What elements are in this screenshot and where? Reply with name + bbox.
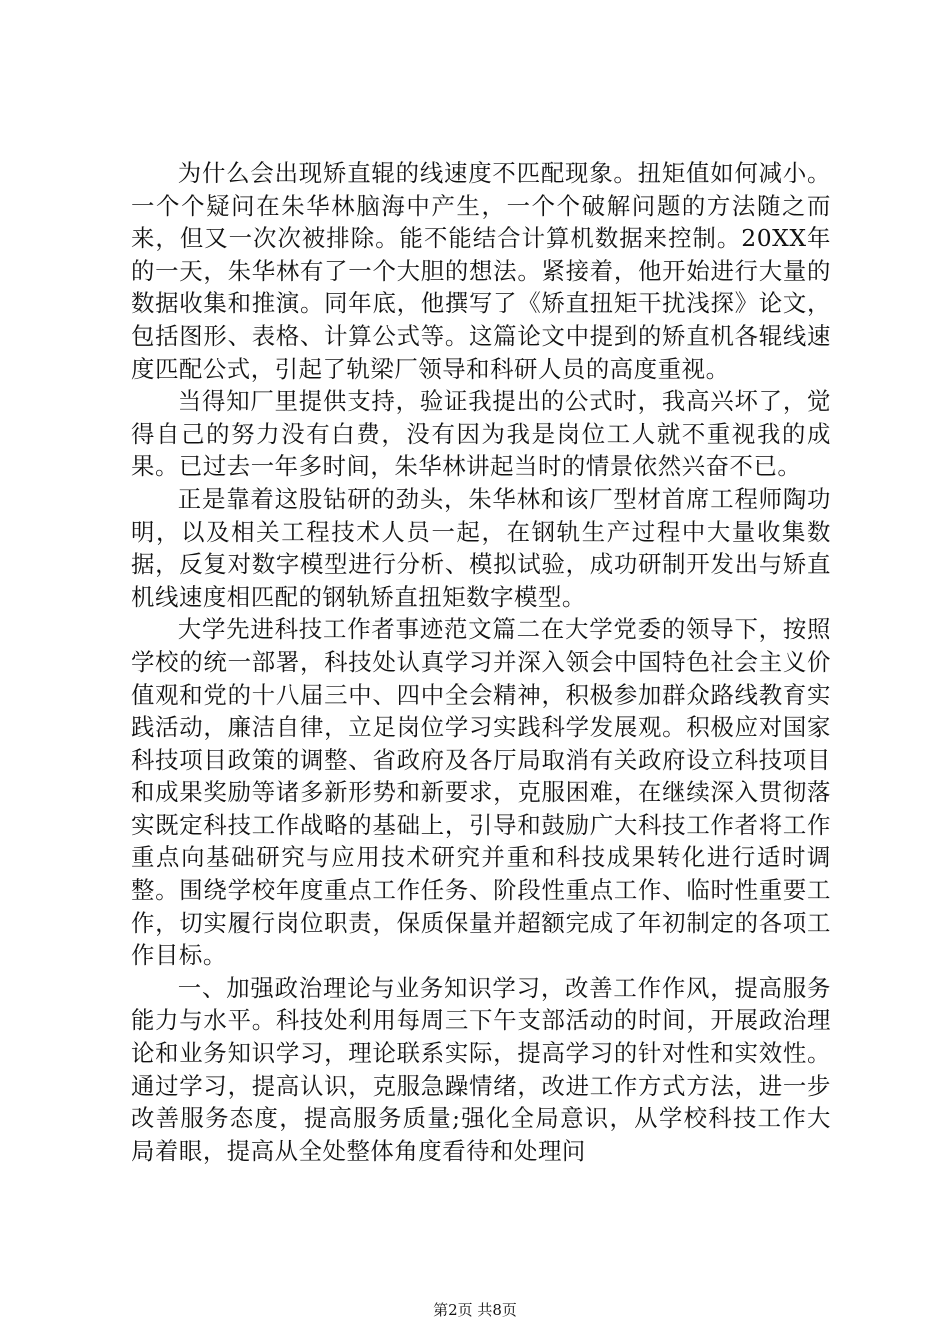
paragraph-3: 正是靠着这股钻研的劲头，朱华林和该厂型材首席工程师陶功明，以及相关工程技术人员一起，在钢轨生产过程中大量收集数据，反复对数字模型进行分析、模拟试验，成功研制开发出与矫直机线速度相匹配的钢轨矫直扭矩数字模型。	[131, 484, 831, 611]
paragraph-5: 一、加强政治理论与业务知识学习，改善工作作风，提高服务能力与水平。科技处利用每周三下午支部活动的时间，开展政治理论和业务知识学习，理论联系实际，提高学习的针对性和实效性。通过学习，提高认识，克服急躁情绪，改进工作方式方法，进一步改善服务态度，提高服务质量;强化全局意识，从学校科技工作大局着眼，提高从全处整体角度看待和处理问	[131, 973, 831, 1165]
page-number-footer: 第2页 共8页	[433, 1301, 517, 1319]
document-body	[131, 157, 831, 1167]
paragraph-1: 为什么会出现矫直辊的线速度不匹配现象。扭矩值如何减小。一个个疑问在朱华林脑海中产生，一个个破解问题的方法随之而来，但又一次次被排除。能不能结合计算机数据来控制。20XX年的一天，朱华林有了一个大胆的想法。紧接着，他开始进行大量的数据收集和推演。同年底，他撰写了《矫直扭矩干扰浅探》论文，包括图形、表格、计算公式等。这篇论文中提到的矫直机各辊线速度匹配公式，引起了轨梁厂领导和科研人员的高度重视。	[131, 159, 831, 383]
paragraph-2: 当得知厂里提供支持，验证我提出的公式时，我高兴坏了，觉得自己的努力没有白费，没有因为我是岗位工人就不重视我的成果。已过去一年多时间，朱华林讲起当时的情景依然兴奋不已。	[131, 387, 831, 481]
paragraph-4: 大学先进科技工作者事迹范文篇二在大学党委的领导下，按照学校的统一部署，科技处认真学习并深入领会中国特色社会主义价值观和党的十八届三中、四中全会精神，积极参加群众路线教育实践活动，廉洁自律，立足岗位学习实践科学发展观。积极应对国家科技项目政策的调整、省政府及各厅局取消有关政府设立科技项目和成果奖励等诸多新形势和新要求，克服困难，在继续深入贯彻落实既定科技工作战略的基础上，引导和鼓励广大科技工作者将工作重点向基础研究与应用技术研究并重和科技成果转化进行适时调整。围绕学校年度重点工作任务、阶段性重点工作、临时性重要工作，切实履行岗位职责，保质保量并超额完成了年初制定的各项工作目标。	[131, 615, 831, 970]
